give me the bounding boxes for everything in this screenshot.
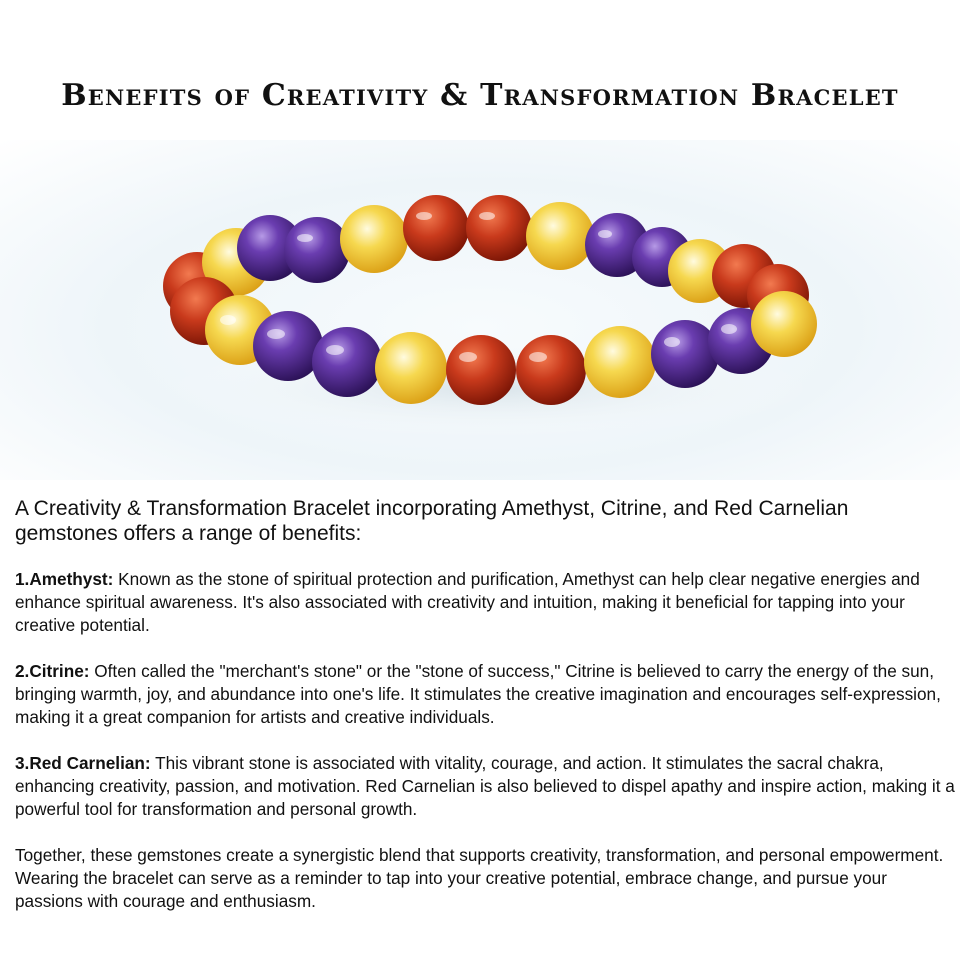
description-text (15, 496, 955, 936)
benefit-carnelian (15, 752, 955, 821)
benefit-label: 3.Red Carnelian: (15, 753, 151, 773)
benefit-label: 1.Amethyst: (15, 569, 114, 589)
carnelian-bead (516, 335, 586, 405)
amethyst-bead (651, 320, 719, 388)
citrine-bead (584, 326, 656, 398)
conclusion-paragraph: Together, these gemstones create a synergistic blend that supports creativity, transformation, and personal empowerment. Wearing the bracelet can serve as a reminder to tap into your creative potential, embrace change, and pursue your passions with courage and enthusiasm. (15, 845, 944, 911)
bracelet-image (0, 140, 960, 480)
benefit-amethyst (15, 568, 955, 637)
amethyst-bead (284, 217, 350, 283)
amethyst-bead (253, 311, 323, 381)
amethyst-bead (312, 327, 382, 397)
benefit-text: Known as the stone of spiritual protection and purification, Amethyst can help clear negative energies and enhance spiritual awareness. It's also associated with creativity and intuition, making it beneficial for tapping into your creative potential. (15, 569, 920, 635)
intro-paragraph: A Creativity & Transformation Bracelet incorporating Amethyst, Citrine, and Red Carnelian gemstones offers a range of benefits: (15, 497, 849, 545)
bracelet-photo (0, 140, 960, 480)
carnelian-bead (403, 195, 469, 261)
page-title: Benefits of Creativity & Transformation Bracelet (61, 78, 899, 113)
benefit-text: This vibrant stone is associated with vitality, courage, and action. It stimulates the sacral chakra, enhancing creativity, passion, and motivation. Red Carnelian is also believed to dispel apathy and inspire action, making it a powerful tool for transformation and personal growth. (15, 753, 955, 819)
benefit-label: 2.Citrine: (15, 661, 90, 681)
benefit-text: Often called the "merchant's stone" or the "stone of success," Citrine is believed to carry the energy of the sun, bringing warmth, joy, and abundance into one's life. It stimulates the creative imagination and encourages self-expression, making it a great companion for artists and creative individuals. (15, 661, 941, 727)
citrine-bead (526, 202, 594, 270)
carnelian-bead (466, 195, 532, 261)
citrine-bead (375, 332, 447, 404)
citrine-bead (751, 291, 817, 357)
citrine-bead (340, 205, 408, 273)
benefit-citrine (15, 660, 955, 729)
carnelian-bead (446, 335, 516, 405)
